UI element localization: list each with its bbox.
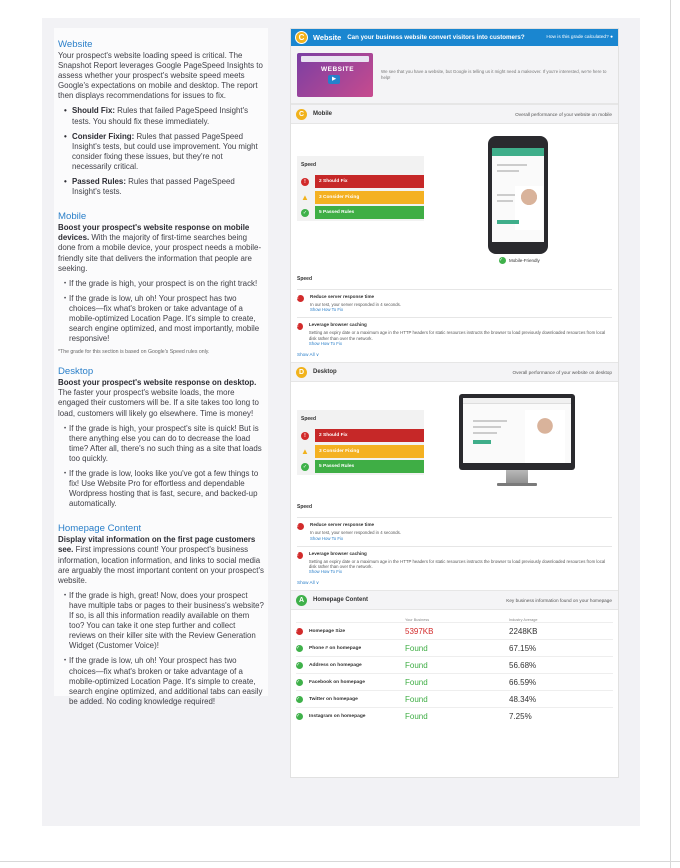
table-row [296,707,613,724]
mobile-intro [58,223,264,273]
promo-banner [291,46,618,104]
lead: Display vital information on the first page customers see. [58,535,256,555]
term: Consider Fixing: [72,131,135,141]
lead: Boost your prospect's website response on desktop. [58,378,257,388]
list-item: • If the grade is high, your prospect's site is quick! But is there anything else you can do to decrease the load time? After all, there's no such thing as a site that loads too quickly. [64,424,264,464]
col-industry-average: Industry Average [509,618,538,623]
section-title: Mobile [313,111,332,117]
report-panel [290,28,619,778]
intro: With the majority of first-time searches being done from a mobile device, your prospect needs a mobile-friendly site that delivers the information that people are seeking. [58,233,262,273]
check-icon: ✓ [296,645,303,652]
desktop-intro [58,378,264,418]
mobile-friendly-indicator [499,257,540,264]
table-row [296,639,613,656]
rule-title: Leverage browser caching [308,550,367,556]
page-edge-right [670,0,671,868]
bar-label: 2 Should Fix [315,429,424,442]
row-name: Homepage Size [309,628,346,634]
website-header-bar [291,29,618,46]
alert-icon: ! [297,552,303,559]
speed-label: Speed [301,162,317,168]
rule-title: Leverage browser caching [308,322,367,328]
speed-summary [297,410,424,475]
alert-icon: ! [296,628,303,635]
promo-video-thumbnail[interactable] [297,53,373,97]
rule-desc: Setting an expiry date or a maximum age in the HTTP headers for static resources instructs the browser to load previously downloaded resources from local disk rather than over the network. [308,330,606,341]
speed-heading: Speed [297,276,313,282]
website-heading: Website [58,39,93,50]
promo-text: We see that you have a website, but Google is telling us it might need a makeover. If you're interested, we're here to help! [381,68,607,80]
footnote: *The grade for this section is based on Google's Speed rules only. [58,349,210,356]
list-item [64,106,264,126]
homepage-heading: Homepage Content [58,523,142,535]
desktop-list [64,424,264,510]
website-rule-list [64,106,264,197]
bar-label: 5 Passed Rules [315,460,424,473]
term-desc: Rules that passed PageSpeed Insight's tests, but could use improvement. You might consider fixing these issues, but they're not necessarily critical. [72,131,258,171]
mobile-friendly-label: Mobile-Friendly [509,258,540,263]
homepage-content-table [291,610,618,724]
grade-badge: C [296,109,307,120]
row-value: Found [405,711,428,721]
alert-icon: ! [297,523,304,530]
desktop-section-header [291,362,618,382]
list-item [291,547,618,577]
intro: The faster your prospect's website loads, the more engaged their customers will be. If a site takes too long to load, customers will likely go elsewhere. Time is money! [58,388,259,418]
row-average: 67.15% [509,643,537,653]
section-subtitle: Key business information found on your homepage [506,597,612,603]
warning-icon: ▲ [301,446,309,456]
row-average: 2248KB [509,626,538,636]
mobile-heading: Mobile [58,211,87,223]
bar-label: 2 Should Fix [315,175,424,188]
term: Should Fix: [72,106,115,116]
desktop-monitor-mockup [459,394,575,470]
speed-label: Speed [301,416,317,423]
rule-desc: In our test, your server responded in 4 seconds. [310,302,402,307]
lead: Boost your prospect's website response on mobile devices. [58,223,250,243]
rule-title: Reduce server response time [310,522,375,528]
row-name: Facebook on homepage [309,679,365,685]
homepage-intro [58,535,264,585]
row-average: 56.68% [509,660,537,670]
row-average: 66.59% [509,677,537,687]
explanation-column [54,28,268,706]
bar-label: 5 Passed Rules [315,206,424,219]
check-icon: ✓ [296,679,303,686]
row-average: 7.25% [509,711,532,721]
show-all-link[interactable]: Show All ∨ [297,352,320,358]
list-item [291,518,618,542]
rule-desc: Setting an expiry date or a maximum age in the HTTP headers for static resources instructs the browser to load previously downloaded resources from local disk rather than over the network. [308,558,606,570]
rule-desc: In our test, your server responded in 4 seconds. [310,530,402,536]
section-subtitle: Overall performance of your website on mobile [515,111,612,117]
section-title: Desktop [313,369,337,376]
list-item: • If the grade is low, uh oh! Your prospect has two choices—fix what's broken or take advantage of a mobile-optimized Location Page. It's simple to create, search engine optimized, and additional tabs can easily be added. No coding knowledge required! [64,656,264,706]
check-icon: ✓ [296,696,303,703]
bar-label: 3 Consider Fixing [315,445,424,458]
alert-icon: ! [297,295,304,302]
check-icon: ✓ [296,713,303,720]
passed-rules-row [297,459,424,475]
section-title: Website [313,33,342,42]
should-fix-row [297,174,424,190]
mobile-list [64,279,264,345]
list-item: • If the grade is high, your prospect is on the right track! [64,279,264,289]
phone-mockup [488,136,548,254]
row-value: Found [405,677,428,687]
show-how-to-fix-link[interactable]: Show How To Fix [308,569,342,575]
should-fix-row [297,428,424,444]
thumb-label: WEBSITE [321,65,355,73]
homepage-list [64,591,264,707]
check-icon: ✓ [302,463,308,470]
show-how-to-fix-link[interactable]: Show How To Fix [310,535,344,541]
alert-icon: ! [301,178,309,186]
row-value: Found [405,643,428,653]
list-item [291,290,618,314]
page-edge-bottom [0,861,680,862]
rule-title: Reduce server response time [310,294,375,299]
section-title: Homepage Content [313,597,369,604]
list-item: • If the grade is low, looks like you've got a few things to fix! Use Website Pro for effortless and dependable Wordpress hosting that is fast, secure, and backed-up automatically. [64,469,264,509]
play-icon[interactable]: ▶ [328,75,340,84]
list-item [64,177,264,197]
consider-fixing-row [297,444,424,460]
row-name: Twitter on homepage [309,696,358,702]
mobile-section-header [291,104,618,124]
term: Passed Rules: [72,177,126,187]
intro: First impressions count! Your prospect's business information, location information, and links to social media are arguably the most important content on your prospect's website. [58,545,264,585]
row-value: Found [405,694,428,704]
homepage-section-header [291,590,618,610]
website-intro: Your prospect's website loading speed is critical. The Snapshot Report leverages Google PageSpeed Insights to assess whether your prospect's website speed meets Google's expectations on mobile and desktop. The report then displays recommendations for issues to fix. [58,51,263,101]
monitor-screen [463,398,571,463]
desktop-heading: Desktop [58,366,94,378]
speed-summary [297,156,424,221]
check-icon: ✓ [296,662,303,669]
col-your-business: Your Business [405,618,430,623]
table-header [296,610,613,622]
phone-screen [492,148,544,242]
table-row [296,656,613,673]
mobile-device-area [291,124,618,272]
list-item [291,318,618,348]
show-how-to-fix-link[interactable]: Show How To Fix [310,307,344,313]
row-average: 48.34% [509,694,537,704]
term-desc: Rules that failed PageSpeed Insight's tests. You should fix these immediately. [72,106,249,126]
grade-badge: D [296,367,307,378]
section-question: Can your business website convert visitors into customers? [347,34,525,41]
list-item [64,132,264,172]
table-row [296,673,613,690]
grade-badge: A [296,595,307,606]
section-subtitle: Overall performance of your website on desktop [512,369,612,375]
warning-icon: ▲ [301,192,309,202]
passed-rules-row [297,205,424,221]
grade-badge: C [295,31,308,44]
consider-fixing-row [297,190,424,206]
check-icon: ✓ [302,209,308,216]
row-value: 5397KB [405,626,434,636]
alert-icon: ! [297,323,303,330]
check-icon: ✓ [499,257,506,264]
row-name: Phone # on homepage [309,645,362,651]
row-value: Found [405,660,428,670]
show-how-to-fix-link[interactable]: Show How To Fix [308,341,342,347]
speed-heading: Speed [297,504,313,511]
alert-icon: ! [301,432,309,440]
desktop-device-area [291,382,618,500]
bar-label: 3 Consider Fixing [315,191,424,204]
table-row [296,690,613,707]
list-item: • If the grade is low, uh oh! Your prospect has two choices—fix what's broken or take advantage of a mobile-optimized Location Page. It's simple to create, search engine optimized, and most importantly, mobile responsive! [64,294,264,344]
row-name: Address on homepage [309,662,362,668]
term-desc: Rules that passed PageSpeed Insight's tests. [72,177,235,197]
show-all-link[interactable]: Show All ∨ [297,580,320,586]
table-row [296,622,613,639]
list-item: • If the grade is high, great! Now, does your prospect have multiple tabs or pages to their business's website? If so, is all this information readily available on them too? You can take it one step further and collect reviews on their killer site with the Review Generation Widget (Customer Voice)! [64,591,264,652]
grade-calc-link[interactable]: How is this grade calculated? ● [546,35,613,40]
row-name: Instagram on homepage [309,713,366,719]
